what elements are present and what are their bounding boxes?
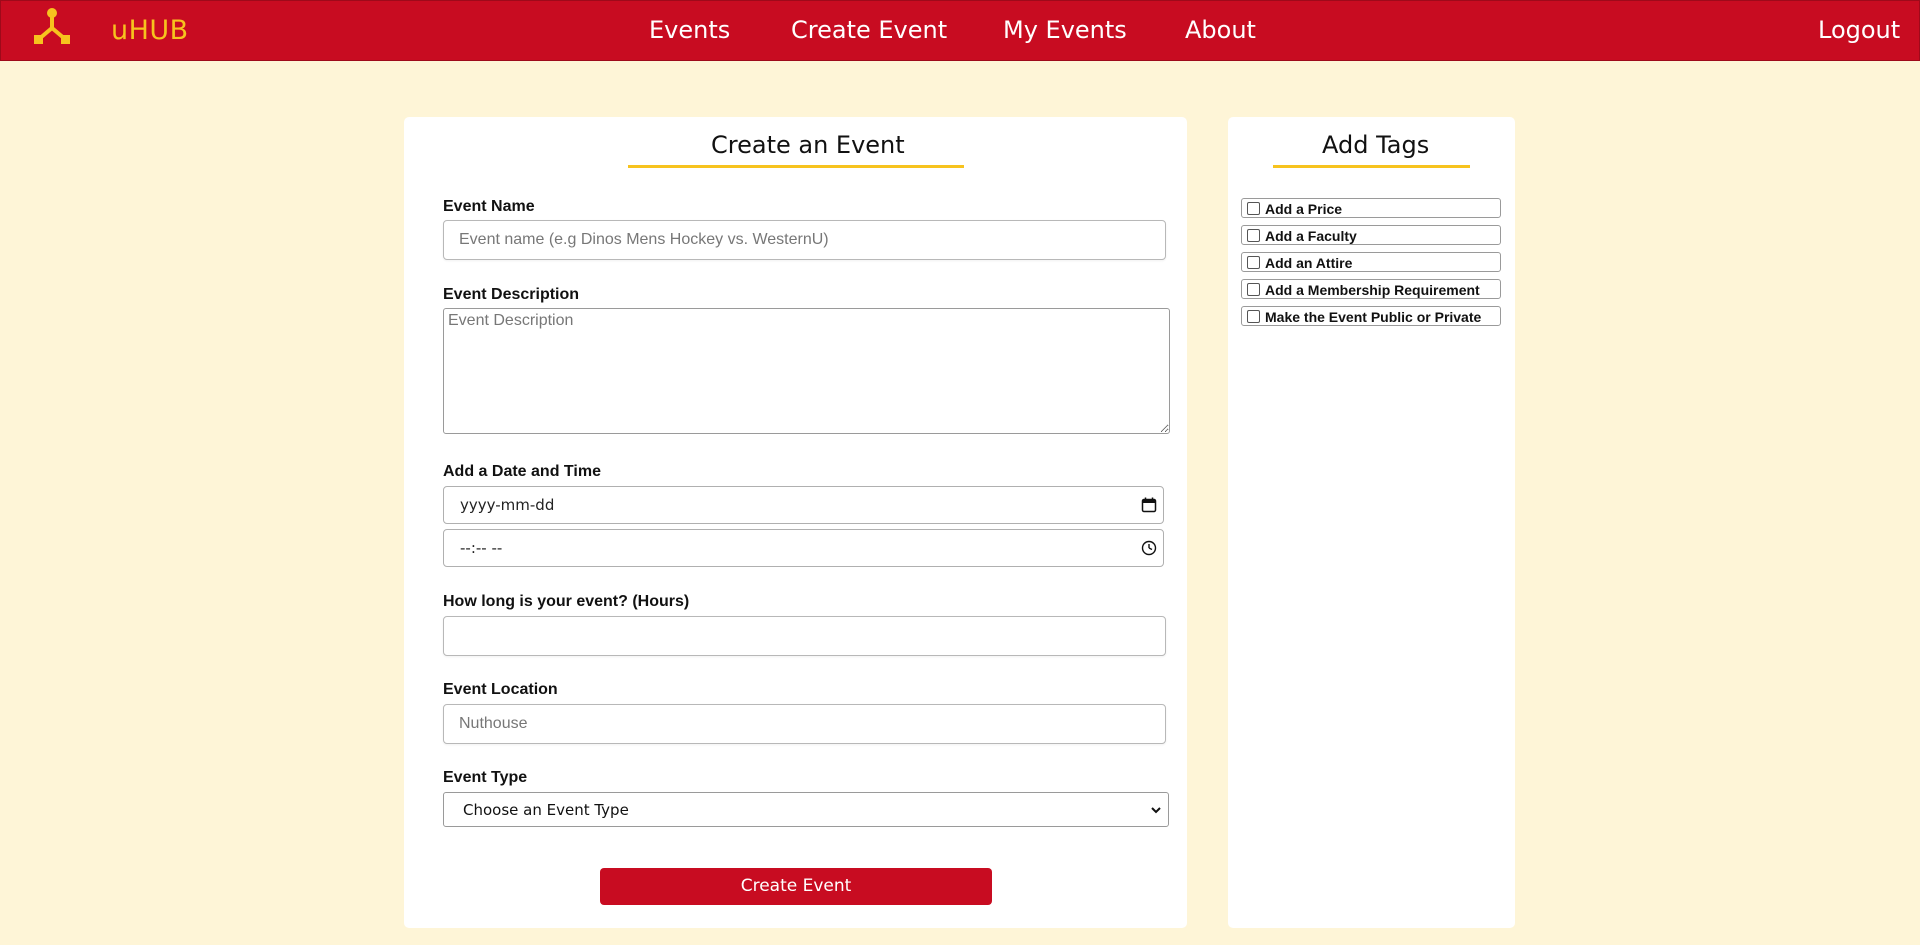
tag-option-visibility[interactable]	[1241, 306, 1501, 326]
event-type-select[interactable]	[443, 792, 1169, 827]
tag-label-attire: Add an Attire	[1265, 255, 1353, 271]
tag-option-membership[interactable]	[1241, 279, 1501, 299]
tag-checkbox-membership[interactable]	[1247, 283, 1260, 296]
logout-link[interactable]: Logout	[1818, 16, 1901, 44]
brand-name[interactable]: uHUB	[111, 15, 189, 46]
event-description-textarea[interactable]	[443, 308, 1170, 434]
form-title: Create an Event	[711, 131, 905, 159]
tag-checkbox-price[interactable]	[1247, 202, 1260, 215]
create-event-button[interactable]: Create Event	[600, 868, 992, 905]
date-placeholder: yyyy-mm-dd	[460, 496, 555, 514]
time-picker[interactable]	[443, 529, 1164, 567]
tag-label-faculty: Add a Faculty	[1265, 228, 1357, 244]
event-description-label: Event Description	[443, 286, 580, 303]
event-type-selected: Choose an Event Type	[463, 801, 629, 819]
network-nodes-icon[interactable]	[33, 7, 71, 45]
duration-input[interactable]	[443, 616, 1166, 656]
nav-link-about[interactable]: About	[1185, 16, 1256, 44]
location-input[interactable]	[443, 704, 1166, 744]
tag-option-faculty[interactable]	[1241, 225, 1501, 245]
duration-label: How long is your event? (Hours)	[443, 593, 690, 610]
tags-title-underline	[1273, 165, 1470, 168]
nav-link-create-event[interactable]: Create Event	[791, 16, 948, 44]
chevron-down-icon	[1150, 804, 1162, 816]
nav-link-events[interactable]: Events	[649, 16, 731, 44]
event-name-label: Event Name	[443, 198, 535, 215]
date-time-label: Add a Date and Time	[443, 463, 601, 480]
calendar-icon[interactable]	[1141, 497, 1157, 513]
tag-checkbox-visibility[interactable]	[1247, 310, 1260, 323]
tag-label-membership: Add a Membership Requirement	[1265, 282, 1480, 298]
create-event-card	[404, 117, 1187, 928]
location-label: Event Location	[443, 681, 558, 698]
top-navbar	[0, 0, 1920, 61]
add-tags-card	[1228, 117, 1515, 928]
tag-checkbox-attire[interactable]	[1247, 256, 1260, 269]
tag-option-price[interactable]	[1241, 198, 1501, 218]
tags-title: Add Tags	[1322, 131, 1430, 159]
nav-link-my-events[interactable]: My Events	[1003, 16, 1127, 44]
event-type-label: Event Type	[443, 769, 528, 786]
tag-checkbox-faculty[interactable]	[1247, 229, 1260, 242]
time-placeholder: --:-- --	[460, 539, 503, 557]
tag-option-attire[interactable]	[1241, 252, 1501, 272]
date-picker[interactable]	[443, 486, 1164, 524]
clock-icon[interactable]	[1141, 540, 1157, 556]
tag-label-visibility: Make the Event Public or Private	[1265, 309, 1482, 325]
title-underline	[628, 165, 964, 168]
tag-label-price: Add a Price	[1265, 201, 1343, 217]
event-name-input[interactable]	[443, 220, 1166, 260]
